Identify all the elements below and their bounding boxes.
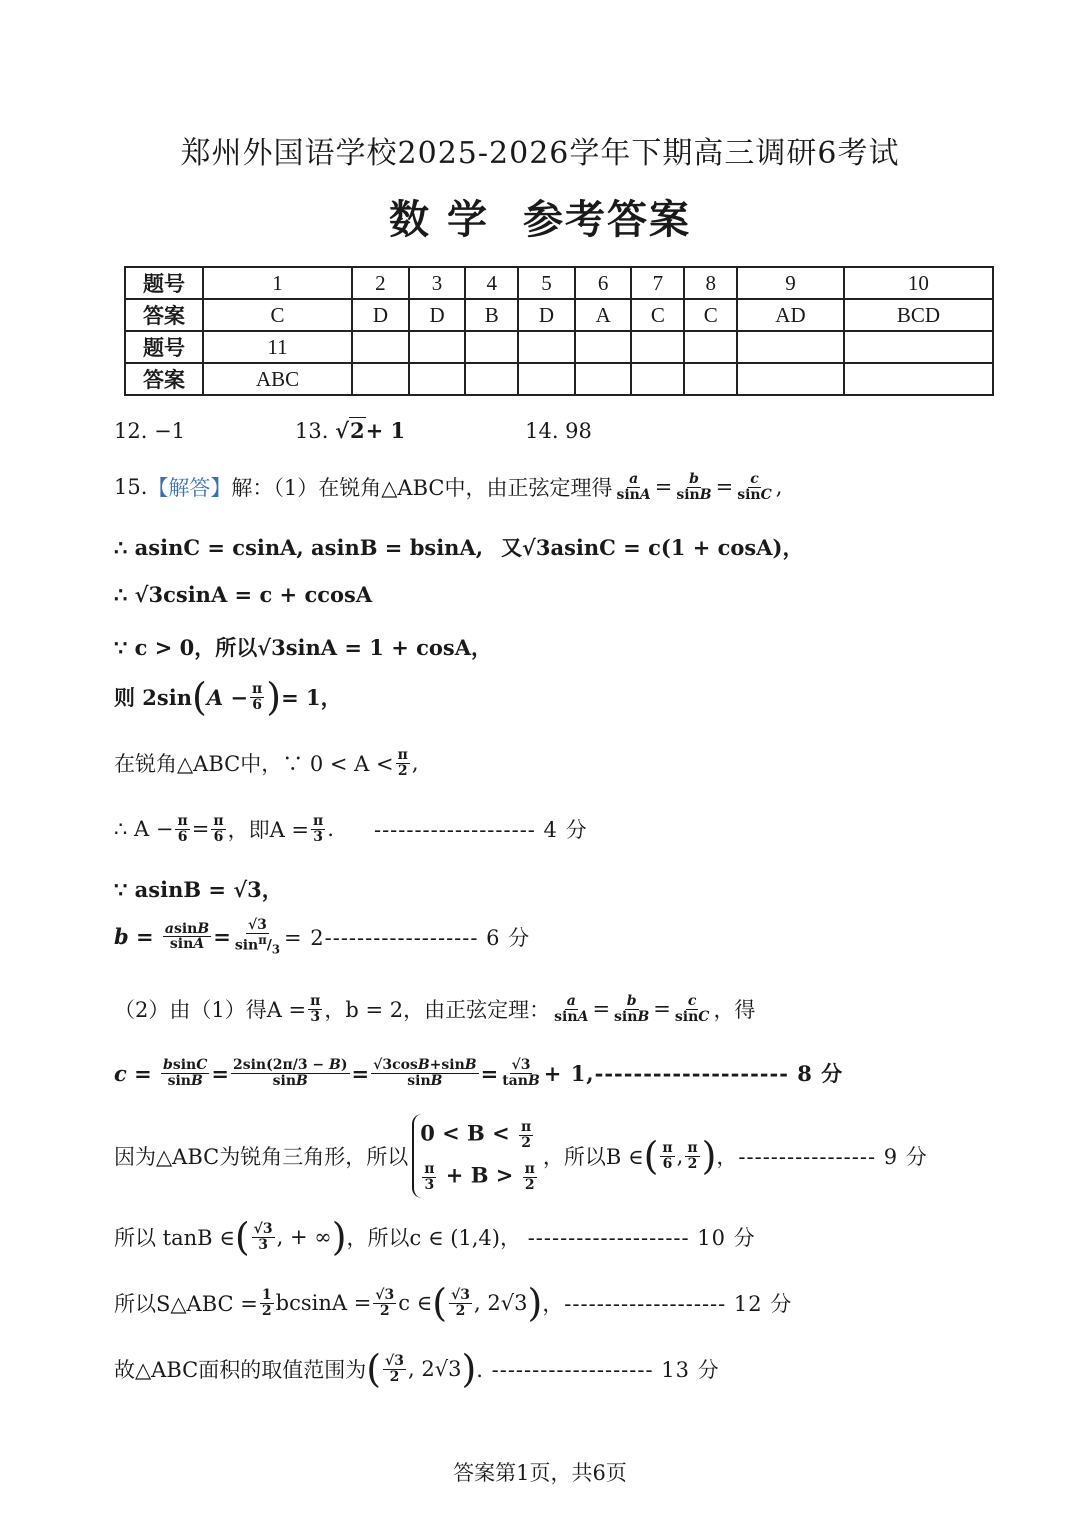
frac-b-sinB-2: $\frac{b}{\sin B}$ (614, 993, 650, 1025)
line14-mid: bcsinA = (275, 1291, 372, 1315)
row-header: 题号 (125, 267, 203, 299)
line14-post: c ∈ (398, 1291, 433, 1315)
score-4: -------------------- 4 分 (373, 818, 588, 843)
answer-cell: ABC (203, 363, 352, 395)
solution-line-10: （2）由（1）得A = $\frac{\pi}{3}$ ，b = 2，由正弦定理： $\frac{a}{\sin A}$ = $\frac{b}{\sin B}$ = $\frac{c}{\sin C}$ ，得 (114, 993, 756, 1025)
answer-cell: 1 (203, 267, 352, 299)
answer-table-row (125, 331, 993, 363)
score-9: ，----------------- 9 分 (716, 1145, 928, 1169)
frac-pi-3: $\frac{\pi}{3}$ (313, 813, 324, 845)
answer-cell (737, 363, 844, 395)
row-header: 答案 (125, 299, 203, 331)
answer-cell (465, 363, 518, 395)
solution-line-5: 则 2sin ( A − $\frac{\pi}{6}$ ) = 1， (114, 675, 342, 719)
subject-name: 数 学 (389, 196, 489, 243)
line5-pre: 则 2sin (114, 685, 192, 710)
line15-pre: 故△ABC面积的取值范围为 (114, 1358, 367, 1382)
answer-cell: D (409, 299, 466, 331)
answer-cell (352, 363, 409, 395)
answer-cell: 3 (409, 267, 466, 299)
line9-pre: b = (114, 924, 154, 950)
page-footer: 答案第1页，共6页 (453, 1461, 627, 1485)
frac-pi-6b: $\frac{\pi}{6}$ (177, 813, 188, 845)
solution-line-1: 15. 【解答】 解：（1）在锐角△ABC中，由正弦定理得 $\frac{a}{\sin A}$ = $\frac{b}{\sin B}$ = $\frac{c}{\sin C}$ , (114, 471, 783, 503)
frac-c-sinC-2: $\frac{c}{\sin C}$ (674, 993, 710, 1025)
answer-cell (684, 363, 737, 395)
line13-pre: 所以 tanB ∈ (114, 1226, 235, 1250)
solution-line-12: 因为△ABC为锐角三角形，所以 0 < B < $\frac{\pi}{2}$ $\frac{\pi}{3}$ + B > $\frac{\pi}{2}$ ，所以B ∈ ( $\frac{\pi}{6}$ , $\frac{\pi}{2}$ ) ，----------------- 9 分 (114, 1114, 928, 1198)
answer-cell: 8 (684, 267, 737, 299)
answer-cell: 7 (631, 267, 684, 299)
score-8: + 1,-------------------- 8 分 (543, 1061, 844, 1087)
line11-pre: c = (114, 1060, 152, 1086)
case2: + B > (445, 1162, 514, 1188)
q13-rest: + 1 (365, 418, 406, 443)
score-12: ，-------------------- 12 分 (542, 1292, 793, 1316)
score-6: = 2------------------- 6 分 (284, 925, 531, 950)
answer-cell: A (575, 299, 632, 331)
answer-cell (518, 331, 575, 363)
score-10: -------------------- 10 分 (527, 1226, 756, 1250)
answer-cell: D (518, 299, 575, 331)
answer-cell (684, 331, 737, 363)
solution-line-4: ∵ c > 0，所以√3sinA = 1 + cosA， (114, 635, 493, 660)
fill-in-row (114, 418, 592, 443)
q12-answer: 12. −1 (114, 418, 186, 443)
solution-line-11: c = $\frac{bsinC}{\sin B}$ = $\frac{2\sin(2\pi/3 - B)}{\sin B}$ = $\frac{√3\cos B+\sin B}{\sin B}$ = $\frac{√3}{\tan B}$ + 1,-------------------- 8 分 (114, 1057, 844, 1089)
q13-sqrt: √2 (335, 418, 365, 443)
solution-line-15: 故△ABC面积的取值范围为 ( $\frac{√3}{2}$ , 2√3 ) . -------------------- 13 分 (114, 1347, 720, 1391)
frac-pi-6: $\frac{\pi}{6}$ (252, 680, 263, 713)
line5-post: = 1， (281, 685, 342, 710)
answer-cell: AD (737, 299, 844, 331)
answer-cell (631, 363, 684, 395)
line10-pre: （2）由（1）得A = (114, 998, 307, 1023)
frac-asinB-sinA: $\frac{asinB}{\sin A}$ (164, 920, 210, 953)
frac-sqrt3-sinpi3: $\frac{√3}{\sin^\pi/_3}$ (234, 917, 281, 957)
answer-cell (737, 331, 844, 363)
answer-cell: C (684, 299, 737, 331)
answer-cell: 4 (465, 267, 518, 299)
case1: 0 < B < (420, 1120, 510, 1146)
answer-cell: 5 (518, 267, 575, 299)
answer-cell (409, 331, 466, 363)
answer-cell (409, 363, 466, 395)
answer-key-label: 参考答案 (522, 196, 691, 243)
score-13: . -------------------- 13 分 (476, 1358, 720, 1382)
answer-cell: 9 (737, 267, 844, 299)
exam-title: 郑州外国语学校2025-2026学年下期高三调研6考试 (180, 136, 900, 171)
q15-label: 15. (114, 475, 148, 500)
frac-pi-3b: $\frac{\pi}{3}$ (310, 993, 321, 1025)
answer-cell (575, 331, 632, 363)
solution-line-2 (114, 532, 803, 562)
answer-cell (518, 363, 575, 395)
frac-pi-6c: $\frac{\pi}{6}$ (213, 813, 224, 845)
solution-line-7: ∴ A − $\frac{\pi}{6}$ = $\frac{\pi}{6}$ ，即A = $\frac{\pi}{3}$ . -------------------- 4 分 (114, 813, 588, 845)
solution-line-14: 所以S△ABC = $\frac{1}{2}$ bcsinA = $\frac{√3}{2}$ c ∈ ( $\frac{√3}{2}$ , 2√3 ) ，-------------------- 12 分 (114, 1281, 793, 1325)
line1-text: 解：（1）在锐角△ABC中，由正弦定理得 (231, 476, 613, 501)
answer-cell (631, 331, 684, 363)
frac-pi-2: $\frac{\pi}{2}$ (397, 747, 408, 779)
frac-sqrt3-tanB: $\frac{√3}{\tan B}$ (502, 1057, 540, 1089)
solution-line-3: ∴ √3csinA = c + ccosA (114, 582, 373, 607)
line6-pre: 在锐角△ABC中，∵ 0 < A < (114, 752, 394, 777)
q15-tag: 【解答】 (147, 476, 232, 501)
frac-c-sinC: $\frac{c}{\sin C}$ (737, 471, 772, 503)
case-brace: 0 < B < $\frac{\pi}{2}$ $\frac{\pi}{3}$ + B > $\frac{\pi}{2}$ (412, 1114, 539, 1198)
solution-line-8: ∵ asinB = √3， (114, 877, 283, 902)
q14-answer: 14. 98 (525, 418, 592, 443)
answer-table-row (125, 299, 993, 331)
answer-cell: 2 (352, 267, 409, 299)
line2-text: ∴ asinC = csinA, asinB = bsinA, (114, 534, 484, 560)
line7-pre: ∴ A − (114, 817, 174, 842)
answer-cell: C (631, 299, 684, 331)
line13-mid: ，所以c ∈ (1,4)， (346, 1226, 521, 1250)
answer-cell: BCD (844, 299, 993, 331)
subject-title (0, 188, 1080, 245)
answer-cell (465, 331, 518, 363)
frac-a-sinA-2: $\frac{a}{\sin A}$ (554, 993, 589, 1025)
frac-sqrt3cosB-sinB: $\frac{√3\cos B+\sin B}{\sin B}$ (373, 1057, 477, 1089)
answer-cell: C (203, 299, 352, 331)
answer-cell: D (352, 299, 409, 331)
line10-mid: ，b = 2，由正弦定理： (324, 998, 551, 1023)
frac-bsinC-sinB: $\frac{bsinC}{\sin B}$ (163, 1057, 208, 1089)
row-header: 题号 (125, 331, 203, 363)
frac-a-sinA: $\frac{a}{\sin A}$ (616, 471, 651, 503)
frac-b-sinB: $\frac{b}{\sin B}$ (676, 471, 712, 503)
answer-table (124, 266, 994, 396)
answer-cell: 10 (844, 267, 993, 299)
q13-label: 13. (295, 418, 329, 443)
line2b-text: 又√3asinC = c(1 + cosA)， (501, 535, 804, 560)
answer-cell (352, 331, 409, 363)
line12-mid: ，所以B ∈ (542, 1145, 644, 1169)
line10-end: ，得 (713, 998, 756, 1023)
row-header: 答案 (125, 363, 203, 395)
frac-2sin-sinB: $\frac{2\sin(2\pi/3 - B)}{\sin B}$ (232, 1057, 348, 1089)
answer-cell: B (465, 299, 518, 331)
answer-cell: 11 (203, 331, 352, 363)
answer-cell: 6 (575, 267, 632, 299)
line12-pre: 因为△ABC为锐角三角形，所以 (114, 1145, 409, 1169)
line7-mid: ，即A = (227, 818, 310, 843)
line14-pre: 所以S△ABC = (114, 1292, 258, 1316)
solution-line-9: b = $\frac{asinB}{\sin A}$ = $\frac{√3}{\sin^\pi/_3}$ = 2------------------- 6 分 (114, 917, 531, 957)
answer-cell (844, 363, 993, 395)
answer-table-row (125, 267, 993, 299)
answer-cell (844, 331, 993, 363)
answer-table-row (125, 363, 993, 395)
answer-cell (575, 363, 632, 395)
solution-line-13: 所以 tanB ∈ ( $\frac{√3}{3}$ , + ∞ ) ，所以c ∈ (1,4)， -------------------- 10 分 (114, 1215, 756, 1259)
solution-line-6: 在锐角△ABC中，∵ 0 < A < $\frac{\pi}{2}$ , (114, 747, 419, 779)
